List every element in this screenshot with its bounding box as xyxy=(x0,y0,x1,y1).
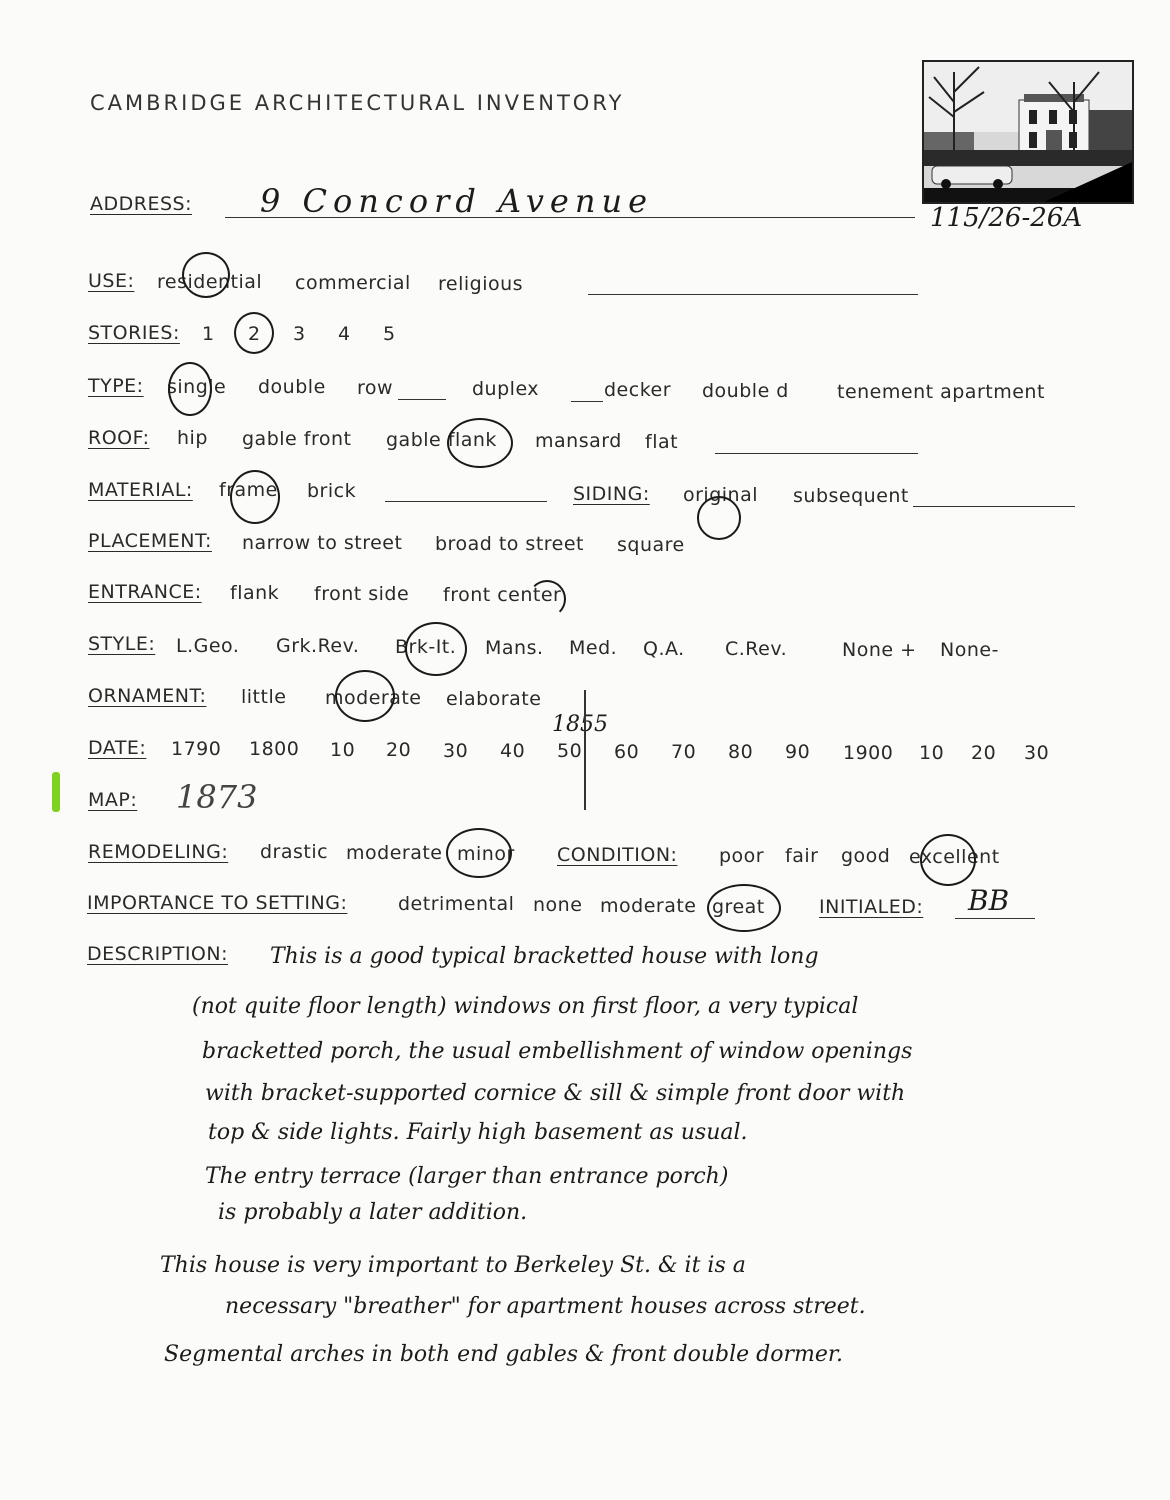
date-option-20: 20 xyxy=(386,739,412,761)
style-option-mans: Mans. xyxy=(485,637,544,659)
condition-option-good: good xyxy=(841,845,891,867)
date-option-1920: 20 xyxy=(971,742,997,764)
siding-option-subsequent: subsequent xyxy=(793,485,909,507)
date-option-50: 50 xyxy=(557,740,583,762)
date-option-80: 80 xyxy=(728,741,754,763)
description-line-7: is probably a later addition. xyxy=(218,1200,528,1225)
entrance-selection-circle xyxy=(528,580,566,618)
house-photo-image xyxy=(924,62,1132,202)
ornament-selection-circle xyxy=(335,670,395,722)
type-decker-line xyxy=(571,401,603,402)
ornament-label: ORNAMENT: xyxy=(88,685,207,707)
date-option-1900: 1900 xyxy=(843,742,894,764)
style-option-qa: Q.A. xyxy=(643,638,685,660)
type-option-double-d: double d xyxy=(702,380,789,402)
use-blank-line xyxy=(588,294,918,295)
reference-number: 115/26-26A xyxy=(930,203,1083,233)
ornament-option-elaborate: elaborate xyxy=(446,688,542,710)
material-label: MATERIAL: xyxy=(88,479,193,501)
style-option-crev: C.Rev. xyxy=(725,638,788,660)
type-selection-circle xyxy=(168,362,212,416)
house-photo xyxy=(922,60,1134,204)
style-option-grkrev: Grk.Rev. xyxy=(276,635,360,657)
type-option-double: double xyxy=(258,376,326,398)
roof-selection-circle xyxy=(447,418,513,468)
stories-selection-circle xyxy=(234,312,274,354)
material-selection-circle xyxy=(230,470,280,524)
stories-option-5: 5 xyxy=(383,323,396,345)
type-option-row: row xyxy=(357,377,394,399)
description-line-6: The entry terrace (larger than entrance porch) xyxy=(205,1164,729,1189)
initialed-line xyxy=(955,918,1035,919)
placement-option-square: square xyxy=(617,534,685,556)
condition-selection-circle xyxy=(920,834,976,886)
type-row-line xyxy=(398,399,446,400)
stories-label: STORIES: xyxy=(88,322,180,344)
use-option-residential: residential xyxy=(157,271,263,293)
date-option-1790: 1790 xyxy=(171,738,222,760)
siding-option-original: original xyxy=(683,484,759,506)
description-line-10: Segmental arches in both end gables & front double dormer. xyxy=(164,1342,843,1367)
style-label: STYLE: xyxy=(88,633,156,655)
importance-selection-circle xyxy=(707,884,781,932)
date-option-30: 30 xyxy=(443,740,469,762)
importance-option-detrimental: detrimental xyxy=(398,893,515,915)
date-option-60: 60 xyxy=(614,741,640,763)
date-option-10: 10 xyxy=(330,739,356,761)
description-line-4: with bracket-supported cornice & sill & simple front door with xyxy=(205,1081,906,1106)
condition-option-fair: fair xyxy=(785,845,819,867)
description-label: DESCRIPTION: xyxy=(87,943,229,965)
siding-blank-line xyxy=(913,506,1075,507)
initialed-label: INITIALED: xyxy=(819,896,924,918)
use-option-religious: religious xyxy=(438,273,524,295)
use-option-commercial: commercial xyxy=(295,272,411,294)
date-option-70: 70 xyxy=(671,741,697,763)
importance-option-moderate: moderate xyxy=(600,895,697,917)
type-option-decker: decker xyxy=(604,379,672,401)
style-selection-circle xyxy=(405,622,467,676)
condition-option-poor: poor xyxy=(719,845,765,867)
roof-option-mansard: mansard xyxy=(535,430,622,452)
description-line-8: This house is very important to Berkeley St. & it is a xyxy=(160,1253,746,1278)
date-option-1910: 10 xyxy=(919,742,945,764)
style-option-lgeo: L.Geo. xyxy=(176,635,240,657)
remodeling-option-minor: minor xyxy=(457,843,515,865)
date-handwritten: 1855 xyxy=(552,712,608,737)
roof-option-gable-front: gable front xyxy=(242,428,352,450)
description-line-3: bracketted porch, the usual embellishment of window openings xyxy=(202,1039,913,1064)
placement-option-broad: broad to street xyxy=(435,533,585,555)
map-label: MAP: xyxy=(88,789,138,811)
remodeling-option-drastic: drastic xyxy=(260,841,329,863)
stories-option-4: 4 xyxy=(338,323,351,345)
description-line-1: This is a good typical bracketted house with long xyxy=(270,944,819,969)
stories-option-3: 3 xyxy=(293,323,306,345)
remodeling-selection-circle xyxy=(446,828,512,878)
date-option-1930: 30 xyxy=(1024,742,1050,764)
date-marker-line xyxy=(584,690,586,810)
entrance-option-front-side: front side xyxy=(314,583,410,605)
description-line-5: top & side lights. Fairly high basement as usual. xyxy=(208,1120,748,1145)
siding-label: SIDING: xyxy=(573,483,650,505)
importance-option-great: great xyxy=(712,896,765,918)
importance-option-none: none xyxy=(533,894,583,916)
date-option-40: 40 xyxy=(500,740,526,762)
form-title: CAMBRIDGE ARCHITECTURAL INVENTORY xyxy=(90,91,625,115)
description-line-9: necessary "breather" for apartment houses across street. xyxy=(225,1294,866,1319)
entrance-option-front-center: front center xyxy=(443,584,562,606)
description-line-2: (not quite floor length) windows on first floor, a very typical xyxy=(192,994,859,1019)
stories-option-2: 2 xyxy=(248,323,261,345)
material-blank-line xyxy=(385,501,547,502)
entrance-label: ENTRANCE: xyxy=(88,581,202,603)
siding-selection-circle xyxy=(697,496,741,540)
material-option-frame: frame xyxy=(219,479,278,501)
green-highlight-mark xyxy=(52,772,60,812)
type-option-duplex: duplex xyxy=(472,378,540,400)
stories-option-1: 1 xyxy=(202,323,215,345)
style-option-brkit: Brk-It. xyxy=(395,636,457,658)
type-label: TYPE: xyxy=(88,375,144,397)
type-option-tenement: tenement apartment xyxy=(837,381,1045,403)
roof-option-gable-flank: gable flank xyxy=(386,429,497,451)
ornament-option-little: little xyxy=(241,686,287,708)
condition-label: CONDITION: xyxy=(557,844,678,866)
map-value: 1873 xyxy=(176,778,258,816)
date-option-90: 90 xyxy=(785,741,811,763)
placement-option-narrow: narrow to street xyxy=(242,532,403,554)
condition-option-excellent: excellent xyxy=(909,846,1000,868)
ornament-option-moderate: moderate xyxy=(325,687,422,709)
placement-label: PLACEMENT: xyxy=(88,530,212,552)
style-option-none-minus: None- xyxy=(940,639,999,661)
remodeling-option-moderate: moderate xyxy=(346,842,443,864)
importance-label: IMPORTANCE TO SETTING: xyxy=(87,892,348,914)
style-option-none-plus: None + xyxy=(842,639,917,661)
date-option-1800: 1800 xyxy=(249,738,300,760)
initialed-value: BB xyxy=(968,884,1010,917)
roof-label: ROOF: xyxy=(88,427,150,449)
remodeling-label: REMODELING: xyxy=(88,841,229,863)
material-option-brick: brick xyxy=(307,480,357,502)
type-option-single: single xyxy=(167,376,227,398)
roof-option-hip: hip xyxy=(177,427,208,449)
use-label: USE: xyxy=(88,270,135,292)
style-option-med: Med. xyxy=(569,637,618,659)
date-label: DATE: xyxy=(88,737,147,759)
address-label: ADDRESS: xyxy=(90,193,192,215)
address-value: 9 Concord Avenue xyxy=(260,182,654,220)
roof-blank-line xyxy=(715,453,918,454)
roof-option-flat: flat xyxy=(645,431,679,453)
use-selection-circle xyxy=(182,252,230,298)
entrance-option-flank: flank xyxy=(230,582,280,604)
